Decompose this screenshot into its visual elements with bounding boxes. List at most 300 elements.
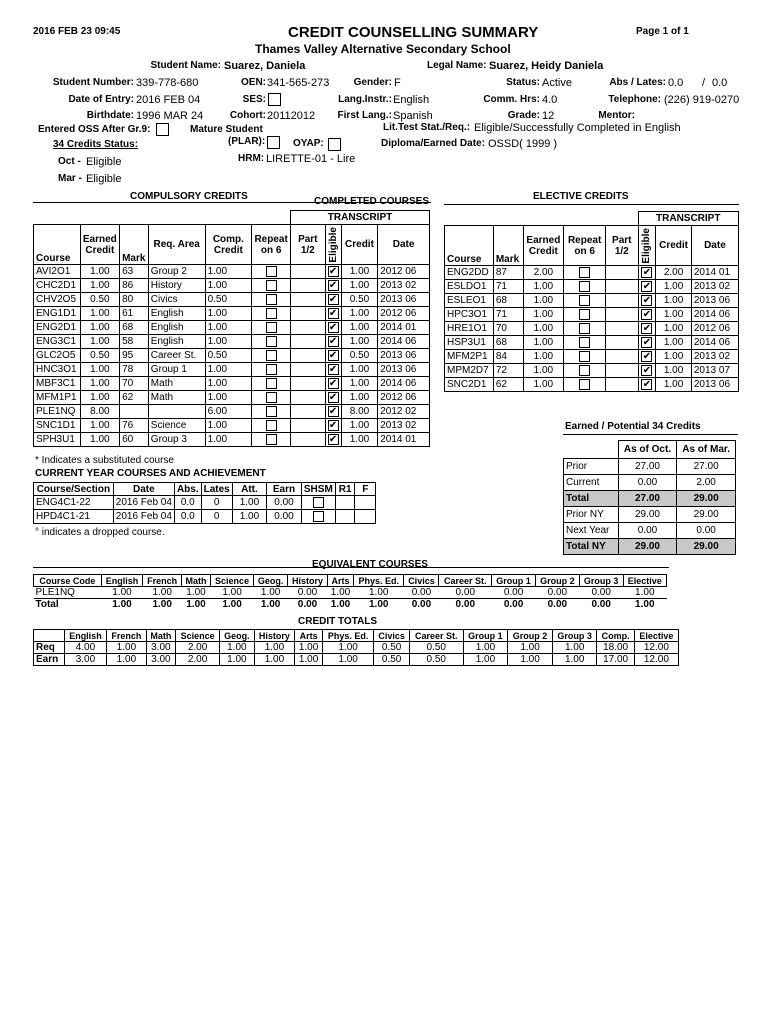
table-cell xyxy=(148,405,205,419)
column-header-group-1: Group 1 xyxy=(463,630,508,642)
table-cell: 62 xyxy=(493,378,523,392)
repeat-checkbox[interactable] xyxy=(579,351,590,362)
table-cell: 2012 06 xyxy=(378,391,430,405)
repeat-checkbox[interactable] xyxy=(266,308,277,319)
table-cell: 27.00 xyxy=(677,459,736,475)
table-cell xyxy=(291,293,325,307)
table-cell: 2012 06 xyxy=(691,322,738,336)
comm-hrs-label: Comm. Hrs: xyxy=(483,94,540,105)
table-cell: English xyxy=(148,321,205,335)
table-cell: 1.00 xyxy=(205,307,252,321)
table-cell: Next Year xyxy=(564,523,619,539)
repeat-checkbox[interactable] xyxy=(266,434,277,445)
eligible-check: ✔ xyxy=(328,406,338,417)
table-cell: 63 xyxy=(120,265,149,279)
table-cell: 1.00 xyxy=(205,335,252,349)
ses-label: SES: xyxy=(242,94,266,105)
table-cell: 1.00 xyxy=(341,265,377,279)
column-header-date: Date xyxy=(378,225,430,265)
table-row xyxy=(564,475,736,491)
table-cell: 18.00 xyxy=(597,642,634,654)
table-cell xyxy=(606,280,638,294)
repeat-checkbox-cell xyxy=(252,433,291,447)
table-cell: 1.00 xyxy=(341,377,377,391)
column-header-as-of-oct: As of Oct. xyxy=(618,441,677,459)
table-cell: 0.00 xyxy=(297,587,318,598)
table-cell: 1.00 xyxy=(656,322,692,336)
table-cell: Science xyxy=(148,419,205,433)
table-cell: 2014 06 xyxy=(378,335,430,349)
table-row xyxy=(445,266,739,280)
diploma: OSSD( 1999 ) xyxy=(488,138,558,150)
compulsory-transcript-header: TRANSCRIPT xyxy=(291,211,430,225)
column-header-career-st: Career St. xyxy=(409,630,463,642)
credit-totals-table xyxy=(33,629,679,666)
student-number: 339-778-680 xyxy=(136,77,199,89)
repeat-checkbox-cell xyxy=(252,321,291,335)
table-cell: 1.00 xyxy=(341,433,377,447)
table-row xyxy=(445,280,739,294)
status: Active xyxy=(542,77,572,89)
column-header-comp-credit: Comp. Credit xyxy=(205,225,252,265)
table-cell xyxy=(291,363,325,377)
table-cell: 0.00 xyxy=(267,496,302,510)
table-cell: 1.00 xyxy=(80,363,119,377)
eligible-check-cell xyxy=(325,377,341,391)
column-header-date: Date xyxy=(113,483,174,496)
table-row xyxy=(34,363,430,377)
table-row xyxy=(445,294,739,308)
table-cell: Total xyxy=(34,599,102,611)
table-cell: 29.00 xyxy=(677,539,736,555)
table-row xyxy=(34,433,430,447)
repeat-checkbox[interactable] xyxy=(579,295,590,306)
table-cell: 70 xyxy=(120,377,149,391)
grade-label: Grade: xyxy=(507,110,540,121)
repeat-checkbox[interactable] xyxy=(579,379,590,390)
eligible-check: ✔ xyxy=(642,337,652,348)
table-cell: 0.50 xyxy=(374,654,410,666)
table-cell: 1.00 xyxy=(107,654,147,666)
table-cell: 72 xyxy=(493,364,523,378)
table-cell: 0.50 xyxy=(80,293,119,307)
column-header-phys-ed: Phys. Ed. xyxy=(322,630,373,642)
table-cell: 0 xyxy=(201,496,232,510)
ses-checkbox[interactable] xyxy=(268,93,281,106)
oyap-checkbox[interactable] xyxy=(328,138,341,151)
column-header-eligible xyxy=(325,225,341,265)
column-header-blank xyxy=(564,441,619,459)
oct-status: Eligible xyxy=(86,156,122,168)
table-cell: 1.00 xyxy=(552,654,597,666)
table-cell: 1.00 xyxy=(523,350,564,364)
eligible-check-cell xyxy=(325,293,341,307)
table-cell: 1.00 xyxy=(330,587,351,598)
table-cell: Req xyxy=(34,642,65,654)
telephone-label: Telephone: xyxy=(608,94,661,105)
completed-courses-title: COMPLETED COURSES xyxy=(314,196,430,207)
table-cell: 1.00 xyxy=(341,419,377,433)
page-number: Page 1 of 1 xyxy=(636,26,689,37)
column-header-credit: Credit xyxy=(341,225,377,265)
column-header-english: English xyxy=(64,630,106,642)
table-cell xyxy=(120,405,149,419)
repeat-checkbox-cell xyxy=(252,265,291,279)
column-header-course: Course xyxy=(34,225,81,265)
table-cell: 1.00 xyxy=(656,294,692,308)
repeat-checkbox[interactable] xyxy=(266,420,277,431)
column-header-group-3: Group 3 xyxy=(579,575,623,587)
eligible-check-cell xyxy=(325,433,341,447)
column-header-math: Math xyxy=(146,630,175,642)
repeat-checkbox-cell xyxy=(564,308,606,322)
equivalent-title: EQUIVALENT COURSES xyxy=(312,559,428,570)
eligible-check: ✔ xyxy=(642,323,652,334)
table-cell: 2014 06 xyxy=(691,308,738,322)
eligible-check: ✔ xyxy=(328,350,338,361)
shsm-checkbox-cell xyxy=(301,510,335,524)
eligible-check: ✔ xyxy=(328,392,338,403)
legal-name-label: Legal Name: xyxy=(427,60,487,71)
table-cell: 1.00 xyxy=(107,642,147,654)
abs-lates-label: Abs / Lates: xyxy=(609,77,666,88)
table-cell: 2012 02 xyxy=(378,405,430,419)
repeat-checkbox-cell xyxy=(252,349,291,363)
column-header-part-1-2: Part 1/2 xyxy=(291,225,325,265)
column-header-phys-ed: Phys. Ed. xyxy=(354,575,404,587)
table-cell: 2013 02 xyxy=(691,350,738,364)
column-header-att: Att. xyxy=(232,483,266,496)
column-header-earned-credit: Earned Credit xyxy=(523,226,564,266)
column-header-elective: Elective xyxy=(623,575,666,587)
table-cell: Total xyxy=(564,491,619,507)
table-cell: 2016 Feb 04 xyxy=(113,510,174,524)
student-name-label: Student Name: xyxy=(150,60,221,71)
table-cell: 0.0 xyxy=(174,496,201,510)
table-cell: 76 xyxy=(120,419,149,433)
elective-transcript-header: TRANSCRIPT xyxy=(638,212,739,226)
table-row xyxy=(34,642,679,654)
column-header-lates: Lates xyxy=(201,483,232,496)
repeat-checkbox-cell xyxy=(252,363,291,377)
table-row xyxy=(34,587,667,599)
table-cell: 1.00 xyxy=(254,654,295,666)
table-cell: Prior xyxy=(564,459,619,475)
eligible-check-cell xyxy=(638,308,656,322)
column-header-group-3: Group 3 xyxy=(552,630,597,642)
shsm-checkbox-cell xyxy=(301,496,335,510)
repeat-checkbox-cell xyxy=(252,377,291,391)
table-row xyxy=(34,510,376,524)
table-cell: Total NY xyxy=(564,539,619,555)
column-header-course: Course xyxy=(445,226,494,266)
column-header-english: English xyxy=(101,575,143,587)
repeat-checkbox-cell xyxy=(252,419,291,433)
table-row xyxy=(34,599,667,611)
table-cell: 1.00 xyxy=(152,587,172,598)
table-cell: 1.00 xyxy=(552,642,597,654)
telephone: (226) 919-0270 xyxy=(664,94,740,106)
abs-separator: / xyxy=(702,77,706,89)
table-cell: HPC3O1 xyxy=(445,308,494,322)
oss-after-gr9-checkbox[interactable] xyxy=(156,123,169,136)
table-cell: 2014 01 xyxy=(378,321,430,335)
table-cell: 2.00 xyxy=(656,266,692,280)
table-cell: 68 xyxy=(493,294,523,308)
table-cell: 17.00 xyxy=(597,654,634,666)
column-header-repeat-on-6: Repeat on 6 xyxy=(252,225,291,265)
table-cell: 0.0 xyxy=(174,510,201,524)
table-cell xyxy=(291,377,325,391)
table-cell xyxy=(291,321,325,335)
repeat-checkbox-cell xyxy=(564,364,606,378)
table-cell: 2.00 xyxy=(677,475,736,491)
table-cell xyxy=(355,496,376,510)
table-cell: 1.00 xyxy=(341,335,377,349)
repeat-checkbox-cell xyxy=(252,335,291,349)
table-cell: 1.00 xyxy=(523,322,564,336)
lang-instr: English xyxy=(393,94,430,106)
shsm-checkbox[interactable] xyxy=(313,511,324,522)
table-cell: 0.00 xyxy=(579,599,623,611)
column-header-french: French xyxy=(107,630,147,642)
table-cell: 2013 06 xyxy=(691,294,738,308)
compulsory-credits-table xyxy=(33,210,430,447)
table-cell: 1.00 xyxy=(80,307,119,321)
table-cell: 70 xyxy=(493,322,523,336)
table-cell: 2014 01 xyxy=(691,266,738,280)
table-cell: 1.00 xyxy=(523,294,564,308)
eligible-check-cell xyxy=(638,280,656,294)
table-cell: 1.00 xyxy=(205,419,252,433)
table-cell: Math xyxy=(148,377,205,391)
repeat-checkbox-cell xyxy=(564,336,606,350)
repeat-checkbox[interactable] xyxy=(266,322,277,333)
table-cell: SNC1D1 xyxy=(34,419,81,433)
first-lang: Spanish xyxy=(393,110,433,122)
table-cell xyxy=(291,349,325,363)
repeat-checkbox[interactable] xyxy=(579,309,590,320)
repeat-checkbox[interactable] xyxy=(266,406,277,417)
eligible-check-cell xyxy=(638,336,656,350)
absences: 0.0 xyxy=(668,77,684,89)
table-cell: 1.00 xyxy=(508,642,553,654)
table-cell: English xyxy=(148,307,205,321)
table-cell: 1.00 xyxy=(220,642,254,654)
eligible-check: ✔ xyxy=(328,336,338,347)
repeat-checkbox[interactable] xyxy=(266,266,277,277)
table-row xyxy=(34,391,430,405)
table-cell: 0.00 xyxy=(492,599,536,611)
eligible-check: ✔ xyxy=(642,309,652,320)
table-cell: 71 xyxy=(493,308,523,322)
table-cell: 0.50 xyxy=(409,654,463,666)
status-label: Status: xyxy=(506,77,540,88)
table-cell: MFM1P1 xyxy=(34,391,81,405)
repeat-checkbox[interactable] xyxy=(266,392,277,403)
column-header-as-of-mar: As of Mar. xyxy=(677,441,736,459)
table-cell: 1.00 xyxy=(295,654,323,666)
student-name: Suarez, Daniela xyxy=(224,60,306,72)
table-cell xyxy=(335,510,355,524)
table-cell: PLE1NQ xyxy=(35,587,75,598)
repeat-checkbox[interactable] xyxy=(266,294,277,305)
shsm-checkbox[interactable] xyxy=(313,497,324,508)
table-cell: 2.00 xyxy=(176,654,220,666)
table-cell: 1.00 xyxy=(101,599,143,611)
table-cell: 0.50 xyxy=(374,642,410,654)
table-cell xyxy=(291,335,325,349)
table-cell: 1.00 xyxy=(322,654,373,666)
plar-label: (PLAR): xyxy=(228,136,266,147)
eligible-check-cell xyxy=(325,307,341,321)
table-cell xyxy=(606,364,638,378)
column-header-credit: Credit xyxy=(656,226,692,266)
eligible-check: ✔ xyxy=(642,295,652,306)
table-row xyxy=(445,308,739,322)
repeat-checkbox-cell xyxy=(252,307,291,321)
table-row xyxy=(445,350,739,364)
column-header-blank xyxy=(34,630,65,642)
table-cell xyxy=(606,322,638,336)
table-cell: 29.00 xyxy=(618,539,677,555)
cohort: 20112012 xyxy=(267,110,316,122)
table-cell: 1.00 xyxy=(205,391,252,405)
lang-instr-label: Lang.Instr.: xyxy=(338,94,392,105)
repeat-checkbox[interactable] xyxy=(266,280,277,291)
repeat-checkbox[interactable] xyxy=(266,364,277,375)
table-cell: English xyxy=(148,335,205,349)
table-cell: HPD4C1-21 xyxy=(34,510,114,524)
table-cell: 1.00 xyxy=(112,587,132,598)
table-cell: 2016 Feb 04 xyxy=(113,496,174,510)
table-cell: 1.00 xyxy=(322,642,373,654)
repeat-checkbox[interactable] xyxy=(579,281,590,292)
table-cell: 1.00 xyxy=(210,599,253,611)
table-cell: HRE1O1 xyxy=(445,322,494,336)
repeat-checkbox[interactable] xyxy=(579,323,590,334)
eligible-check-cell xyxy=(325,349,341,363)
repeat-checkbox[interactable] xyxy=(266,336,277,347)
table-cell: 1.00 xyxy=(341,391,377,405)
table-cell xyxy=(291,391,325,405)
table-row xyxy=(34,307,430,321)
eligible-check-cell xyxy=(638,266,656,280)
eligible-check-cell xyxy=(325,391,341,405)
mentor-label: Mentor: xyxy=(598,110,635,121)
table-cell: 1.00 xyxy=(232,510,266,524)
table-cell: MPM2D7 xyxy=(445,364,494,378)
table-row xyxy=(445,336,739,350)
table-cell: 1.00 xyxy=(80,419,119,433)
table-cell: 86 xyxy=(120,279,149,293)
table-cell: 0.00 xyxy=(411,587,432,598)
table-cell: SNC2D1 xyxy=(445,378,494,392)
table-cell: 87 xyxy=(493,266,523,280)
repeat-checkbox[interactable] xyxy=(266,378,277,389)
column-header-geog: Geog. xyxy=(220,630,254,642)
eligible-check: ✔ xyxy=(642,379,652,390)
table-cell: 1.00 xyxy=(523,364,564,378)
column-header-group-2: Group 2 xyxy=(508,630,553,642)
column-header-shsm: SHSM xyxy=(301,483,335,496)
table-cell: 29.00 xyxy=(677,491,736,507)
table-cell: 0.00 xyxy=(455,587,476,598)
mature-student-checkbox[interactable] xyxy=(267,136,280,149)
table-cell: 27.00 xyxy=(618,459,677,475)
table-row xyxy=(34,349,430,363)
table-row xyxy=(34,279,430,293)
repeat-checkbox[interactable] xyxy=(266,350,277,361)
column-header-date: Date xyxy=(691,226,738,266)
table-cell: 58 xyxy=(120,335,149,349)
repeat-checkbox[interactable] xyxy=(579,267,590,278)
table-cell: 2014 06 xyxy=(378,377,430,391)
table-cell: 1.00 xyxy=(369,587,389,598)
current-year-title: CURRENT YEAR COURSES AND ACHIEVEMENT xyxy=(35,468,266,479)
table-row xyxy=(564,491,736,507)
repeat-checkbox[interactable] xyxy=(579,337,590,348)
oen: 341-565-273 xyxy=(267,77,330,89)
repeat-checkbox-cell xyxy=(252,279,291,293)
table-cell: 0.00 xyxy=(288,599,328,611)
column-header-course-section: Course/Section xyxy=(34,483,114,496)
column-header-r1: R1 xyxy=(335,483,355,496)
mar-status-label: Mar - xyxy=(58,173,82,184)
oen-label: OEN: xyxy=(241,77,266,88)
table-cell: 0.00 xyxy=(618,475,677,491)
first-lang-label: First Lang.: xyxy=(337,110,392,121)
column-header-science: Science xyxy=(210,575,253,587)
potential-title: Earned / Potential 34 Credits xyxy=(565,421,701,432)
eligible-check-cell xyxy=(638,322,656,336)
column-header-comp: Comp. xyxy=(597,630,634,642)
table-cell: Prior NY xyxy=(564,507,619,523)
table-cell: 3.00 xyxy=(146,654,175,666)
table-cell: 1.00 xyxy=(186,587,206,598)
table-cell xyxy=(606,378,638,392)
table-cell: 2014 01 xyxy=(378,433,430,447)
eligible-check: ✔ xyxy=(642,351,652,362)
repeat-checkbox[interactable] xyxy=(579,365,590,376)
table-cell: 2013 06 xyxy=(378,349,430,363)
table-row xyxy=(34,654,679,666)
hrm-label: HRM: xyxy=(238,153,265,164)
eligible-check-cell xyxy=(325,405,341,419)
repeat-checkbox-cell xyxy=(252,391,291,405)
eligible-check: ✔ xyxy=(642,267,652,278)
column-header-history: History xyxy=(288,575,328,587)
column-header-req-area: Req. Area xyxy=(148,225,205,265)
table-cell: 1.00 xyxy=(635,587,655,598)
table-cell: MFM2P1 xyxy=(445,350,494,364)
table-cell: ENG2DD xyxy=(445,266,494,280)
repeat-checkbox-cell xyxy=(564,280,606,294)
table-cell: CHV2O5 xyxy=(34,293,81,307)
table-cell xyxy=(291,307,325,321)
table-cell: Earn xyxy=(34,654,65,666)
table-cell xyxy=(606,336,638,350)
table-cell: MBF3C1 xyxy=(34,377,81,391)
table-cell: 62 xyxy=(120,391,149,405)
table-cell: SPH3U1 xyxy=(34,433,81,447)
table-cell: 0.00 xyxy=(503,587,524,598)
table-cell: 1.00 xyxy=(80,321,119,335)
repeat-checkbox-cell xyxy=(564,294,606,308)
table-row xyxy=(34,335,430,349)
table-cell: 1.00 xyxy=(523,336,564,350)
table-cell: 1.00 xyxy=(143,599,182,611)
